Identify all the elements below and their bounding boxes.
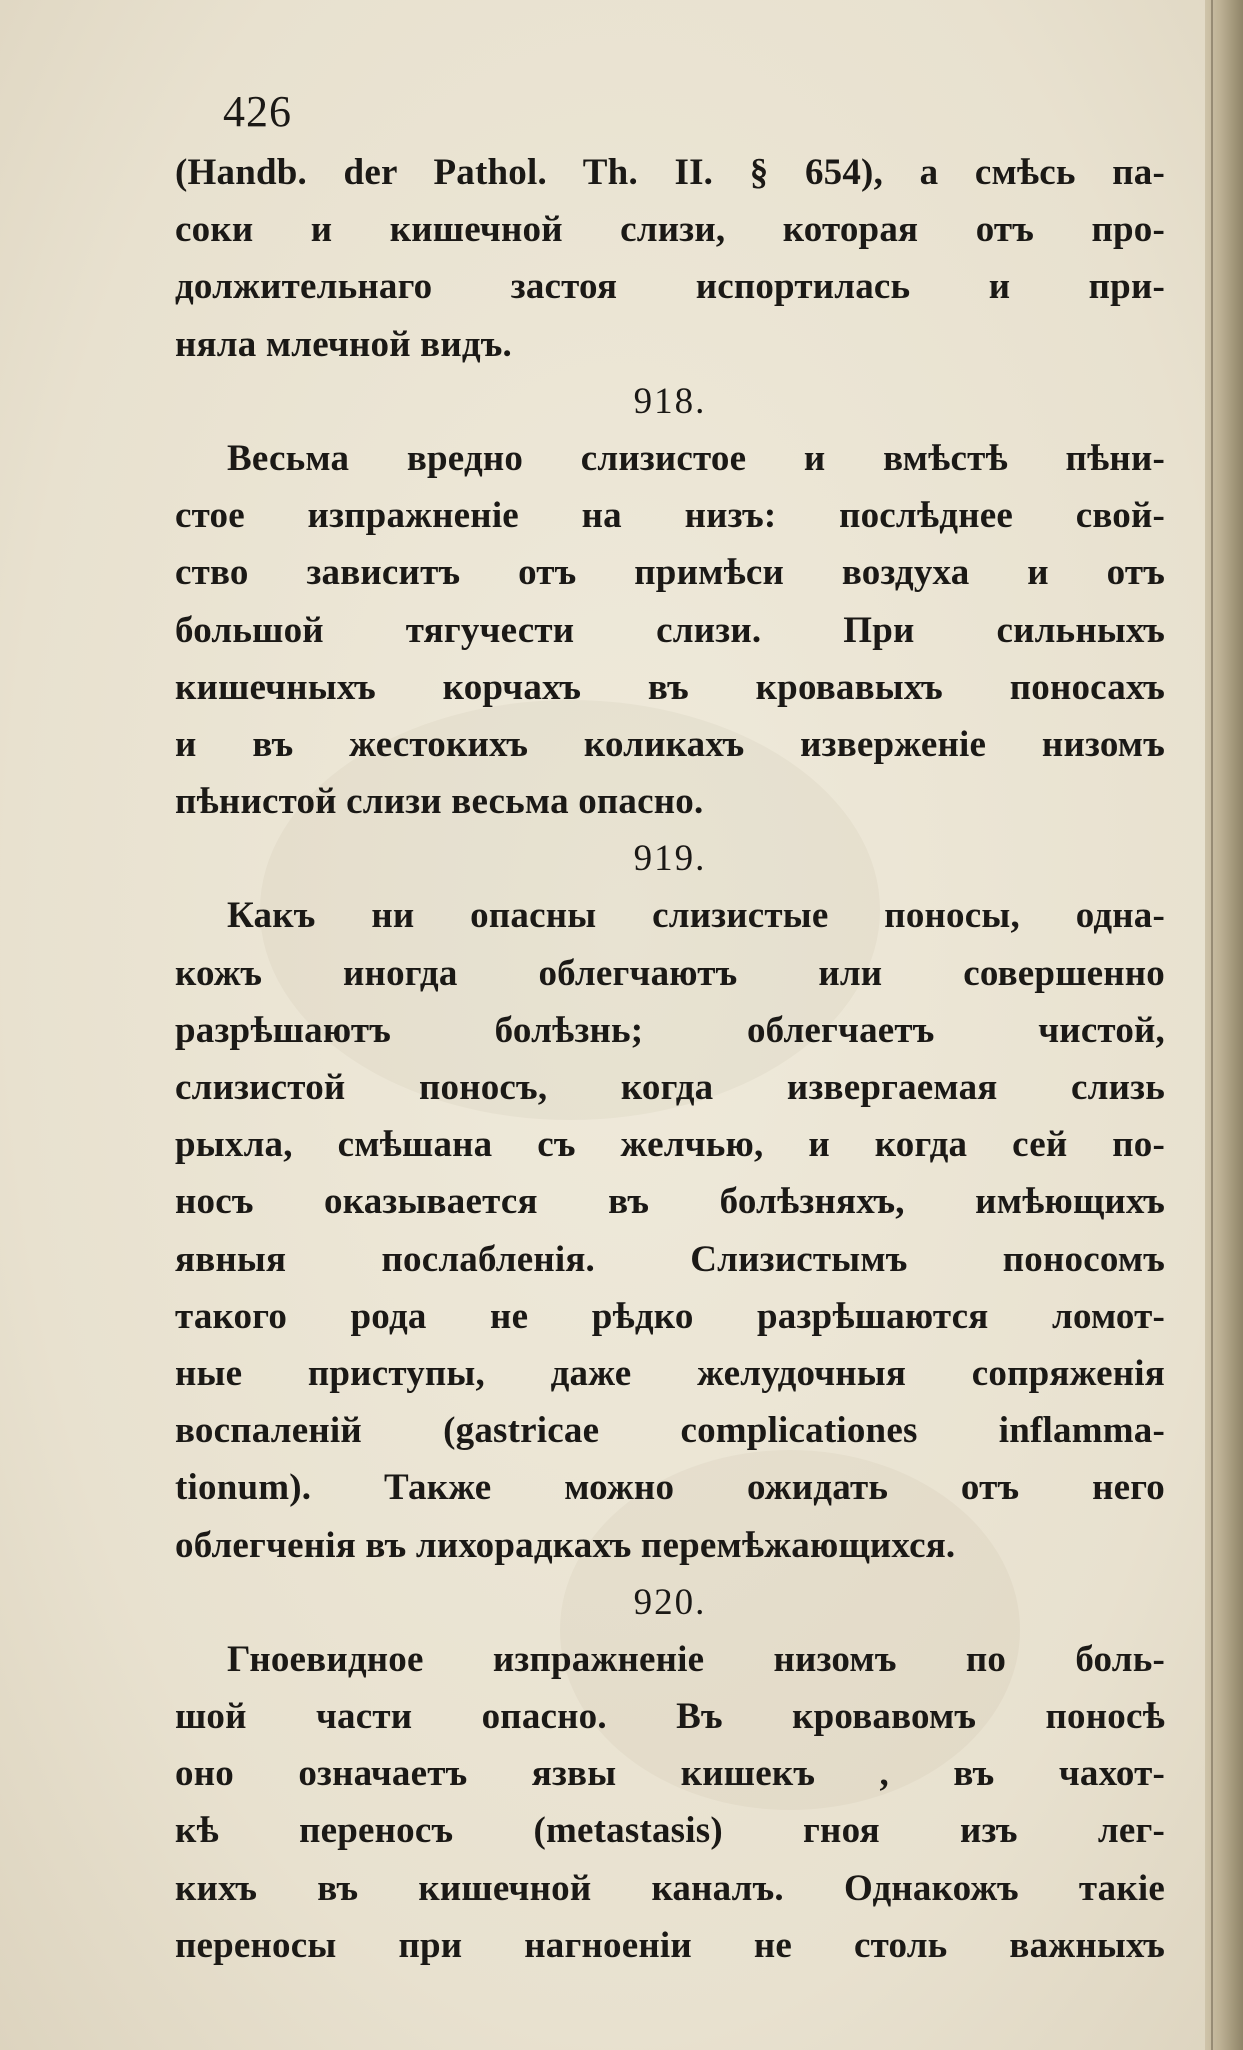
text-line: (Handb. der Pathol. Th. II. § 654), а смѣсь па- (175, 152, 1165, 193)
text-line: кишечныхъ корчахъ въ кровавыхъ поносахъ (175, 666, 1165, 708)
text-line: пѣнистой слизи весьма опасно. (175, 781, 704, 823)
text-line: стое изпражненіе на низъ: послѣднее свой- (175, 495, 1165, 537)
text-line: разрѣшаютъ болѣзнь; облегчаетъ чистой, (175, 1009, 1165, 1051)
text-line: шой части опасно. Въ кровавомъ поносѣ (175, 1696, 1165, 1738)
text-line: слизистой поносъ, когда извергаемая слизь (175, 1067, 1165, 1108)
text-line: кѣ переносъ (metastasis) гноя изъ лег- (175, 1810, 1165, 1852)
text-line: ство зависитъ отъ примѣси воздуха и отъ (175, 552, 1165, 594)
section-919-paragraph (175, 887, 1165, 1573)
page-number: 426 (223, 87, 292, 136)
section-920-paragraph (175, 1631, 1165, 1974)
text-line: няла млечной видъ. (175, 323, 512, 365)
text-line: соки и кишечной слизи, которая отъ про- (175, 209, 1165, 251)
text-line: кожъ иногда облегчаютъ или совершенно (175, 952, 1165, 994)
text-line: носъ оказывается въ болѣзняхъ, имѣющихъ (175, 1181, 1165, 1223)
text-block (175, 82, 1165, 1974)
section-number: 920. (633, 1581, 707, 1623)
text-line: переносы при нагноеніи не столь важныхъ (175, 1924, 1165, 1966)
text-line: ные приступы, даже желудочныя сопряженія (175, 1352, 1165, 1394)
section-number: 919. (633, 838, 707, 880)
paragraph-continuation (175, 144, 1165, 373)
text-line: большой тягучести слизи. При сильныхъ (175, 609, 1165, 651)
text-line: и въ жестокихъ коликахъ изверженіе низомъ (175, 723, 1165, 765)
text-line: воспаленій (gastricae complicationes inflamma- (175, 1410, 1165, 1452)
text-line: облегченія въ лихорадкахъ перемѣжающихся. (175, 1524, 956, 1566)
text-line: Весьма вредно слизистое и вмѣстѣ пѣни- (227, 437, 1165, 479)
section-number: 918. (633, 380, 707, 422)
text-line: оно означаетъ язвы кишекъ , въ чахот- (175, 1753, 1165, 1795)
text-line: Гноевидное изпражненіе низомъ по боль- (227, 1638, 1165, 1680)
text-line: Какъ ни опасны слизистые поносы, одна- (227, 895, 1165, 937)
section-918-paragraph (175, 430, 1165, 830)
text-line: рыхла, смѣшана съ желчью, и когда сей по- (175, 1124, 1165, 1166)
text-line: должительнаго застоя испортилась и при- (175, 266, 1165, 308)
text-line: такого рода не рѣдко разрѣшаются ломот- (175, 1295, 1165, 1337)
page-edge-line (1211, 0, 1213, 2050)
text-line: кихъ въ кишечной каналъ. Однакожъ такіе (175, 1867, 1165, 1909)
text-line: tionum). Также можно ожидать отъ него (175, 1467, 1165, 1509)
text-line: явныя послабленія. Слизистымъ поносомъ (175, 1238, 1165, 1280)
